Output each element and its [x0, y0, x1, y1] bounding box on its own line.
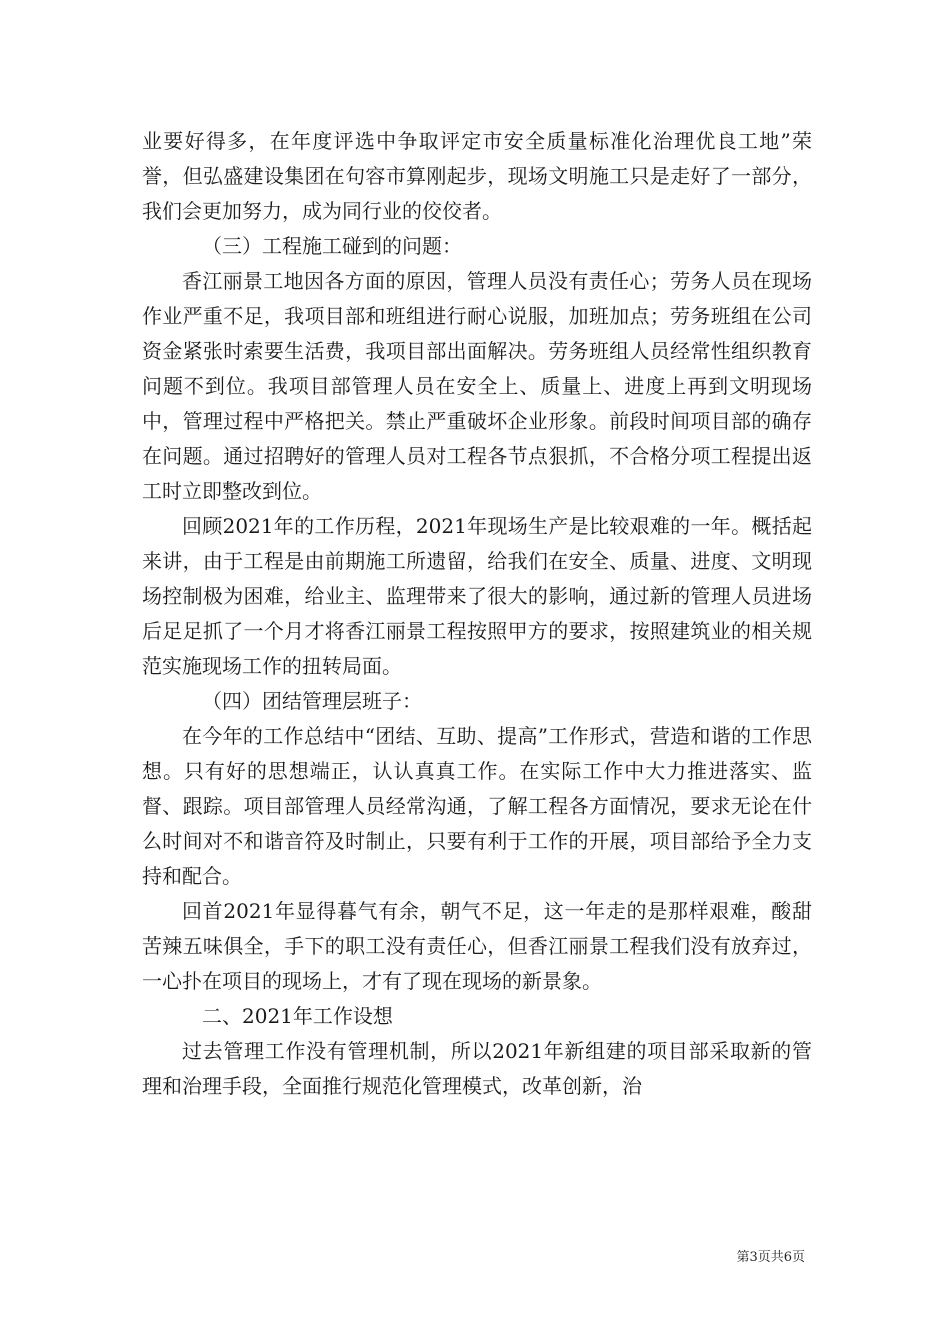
- paragraph-continuation: 业要好得多，在年度评选中争取评定市安全质量标准化治理优良工地”荣誉，但弘盛建设集团在句容市算刚起步，现场文明施工只是走好了一部分，我们会更加努力，成为同行业的佼佼者。: [142, 129, 812, 223]
- section-heading-3: （三）工程施工碰到的问题：: [202, 234, 462, 258]
- section-heading-4: （四）团结管理层班子：: [202, 689, 422, 713]
- paragraph-problems: 香江丽景工地因各方面的原因，管理人员没有责任心；劳务人员在现场作业严重不足，我项目部和班组进行耐心说服，加班加点；劳务班组在公司资金紧张时索要生活费，我项目部出面解决。劳务班组人员经常性组织教育问题不到位。我项目部管理人员在安全上、质量上、进度上再到文明现场中，管理过程中严格把关。禁止严重破坏企业形象。前段时间项目部的确存在问题。通过招聘好的管理人员对工程各节点狠抓，不合格分项工程提出返工时立即整改到位。: [142, 269, 812, 503]
- section-heading-plan: 二、2021年工作设想: [202, 1004, 393, 1028]
- paragraph-plan: 过去管理工作没有管理机制，所以2021年新组建的项目部采取新的管理和治理手段，全面推行规范化管理模式，改革创新，治: [142, 1039, 812, 1098]
- paragraph-unity: 在今年的工作总结中“团结、互助、提高”工作形式，营造和谐的工作思想。只有好的思想端正，认认真真工作。在实际工作中大力推进落实、监督、跟踪。项目部管理人员经常沟通，了解工程各方面情况，要求无论在什么时间对不和谐音符及时制止，只要有利于工作的开展，项目部给予全力支持和配合。: [142, 724, 812, 888]
- paragraph-retrospect: 回首2021年显得暮气有余，朝气不足，这一年走的是那样艰难，酸甜苦辣五味俱全，手下的职工没有责任心，但香江丽景工程我们没有放弃过，一心扑在项目的现场上，才有了现在现场的新景象。: [142, 899, 812, 993]
- paragraph-review: 回顾2021年的工作历程，2021年现场生产是比较艰难的一年。概括起来讲，由于工程是由前期施工所遗留，给我们在安全、质量、进度、文明现场控制极为困难，给业主、监理带来了很大的影响，通过新的管理人员进场后足足抓了一个月才将香江丽景工程按照甲方的要求，按照建筑业的相关规范实施现场工作的扭转局面。: [142, 514, 812, 678]
- page-number-footer: 第3页共6页: [736, 1250, 805, 1265]
- document-body: [142, 124, 812, 1104]
